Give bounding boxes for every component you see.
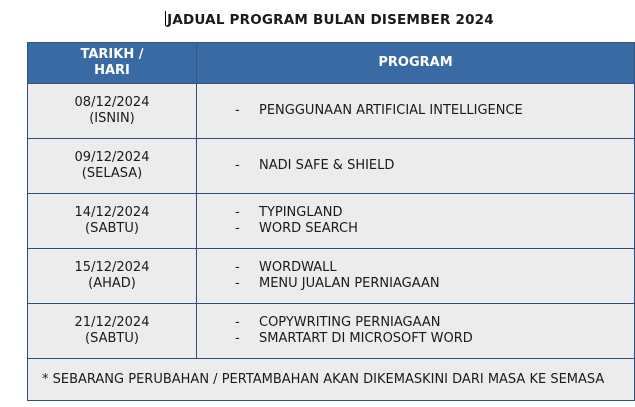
program-cell <box>197 139 635 194</box>
table-row <box>28 84 635 139</box>
table-row <box>28 194 635 249</box>
header-date-label: TARIKH / <box>80 47 144 62</box>
note-row <box>28 359 635 401</box>
date-text: 14/12/2024 <box>74 205 150 220</box>
date-cell <box>28 249 197 304</box>
date-text: 08/12/2024 <box>74 95 150 110</box>
program-text: WORD SEARCH <box>259 221 358 236</box>
document-title-text: JADUAL PROGRAM BULAN DISEMBER 2024 <box>167 12 494 28</box>
date-text: 09/12/2024 <box>74 150 150 165</box>
program-cell <box>197 84 635 139</box>
program-text: COPYWRITING PERNIAGAAN <box>259 315 441 330</box>
program-item <box>235 315 634 331</box>
program-text: MENU JUALAN PERNIAGAAN <box>259 276 440 291</box>
schedule-table <box>27 42 635 401</box>
bullet-dash: - <box>235 205 240 220</box>
day-text: (AHAD) <box>88 276 136 291</box>
program-cell <box>197 304 635 359</box>
day-text: (SABTU) <box>85 221 139 236</box>
table-header-row <box>28 43 635 84</box>
program-text: TYPINGLAND <box>259 205 343 220</box>
program-item <box>235 221 634 237</box>
bullet-dash: - <box>235 158 240 173</box>
note-text: * SEBARANG PERUBAHAN / PERTAMBAHAN AKAN DIKEMASKINI DARI MASA KE SEMASA <box>28 359 635 401</box>
bullet-dash: - <box>235 103 240 118</box>
program-item <box>235 276 634 292</box>
program-item <box>235 158 634 174</box>
table-row <box>28 139 635 194</box>
day-text: (SABTU) <box>85 331 139 346</box>
bullet-dash: - <box>235 331 240 346</box>
program-cell <box>197 194 635 249</box>
date-text: 21/12/2024 <box>74 315 150 330</box>
date-cell <box>28 304 197 359</box>
table-row <box>28 249 635 304</box>
date-cell <box>28 194 197 249</box>
header-day-label: HARI <box>94 63 130 78</box>
day-text: (ISNIN) <box>89 111 135 126</box>
program-item <box>235 331 634 347</box>
date-cell <box>28 84 197 139</box>
text-cursor <box>165 11 166 26</box>
document-title <box>0 11 635 28</box>
program-text: SMARTART DI MICROSOFT WORD <box>259 331 473 346</box>
date-text: 15/12/2024 <box>74 260 150 275</box>
date-cell <box>28 139 197 194</box>
program-item <box>235 260 634 276</box>
program-text: NADI SAFE & SHIELD <box>259 158 395 173</box>
program-item <box>235 205 634 221</box>
header-program: PROGRAM <box>197 43 635 84</box>
bullet-dash: - <box>235 260 240 275</box>
header-date-day <box>28 43 197 84</box>
program-text: WORDWALL <box>259 260 337 275</box>
program-text: PENGGUNAAN ARTIFICIAL INTELLIGENCE <box>259 103 523 118</box>
bullet-dash: - <box>235 315 240 330</box>
program-item <box>235 103 634 119</box>
day-text: (SELASA) <box>81 166 143 181</box>
table-row <box>28 304 635 359</box>
program-cell <box>197 249 635 304</box>
bullet-dash: - <box>235 221 240 236</box>
bullet-dash: - <box>235 276 240 291</box>
